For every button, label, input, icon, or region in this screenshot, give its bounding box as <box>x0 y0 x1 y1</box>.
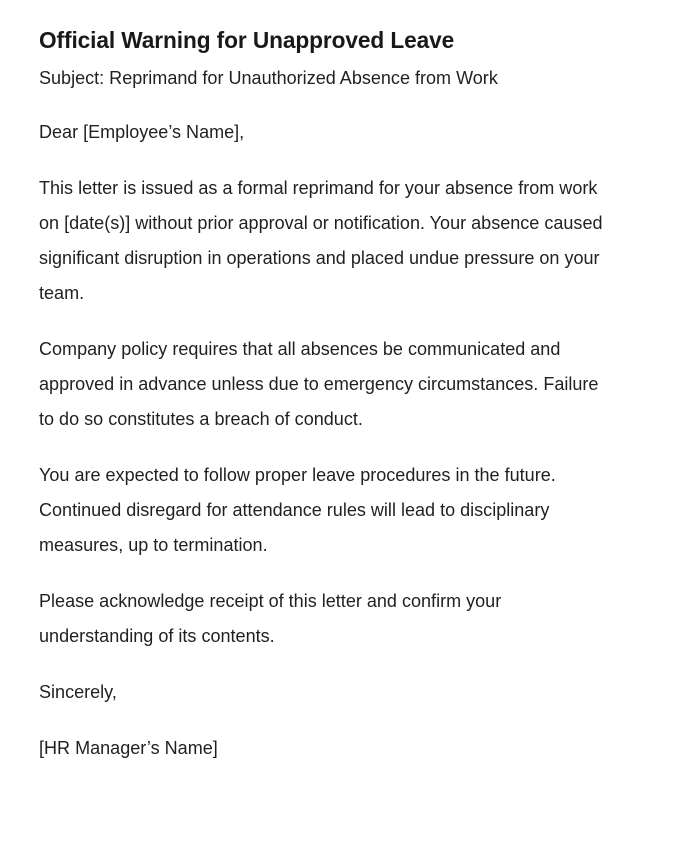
body-paragraph-2: Company policy requires that all absences be communicated and approved in advance unless due to emergency circumstances. Failure to do so constitutes a breach of conduct. <box>39 338 599 429</box>
body-paragraph-4: Please acknowledge receipt of this letter and confirm your understanding of its contents. <box>39 590 502 646</box>
warning-letter <box>39 0 627 765</box>
body-paragraph-3: You are expected to follow proper leave procedures in the future. Continued disregard for attendance rules will lead to disciplinary measures, up to termination. <box>39 464 556 555</box>
body-paragraph-1: This letter is issued as a formal reprimand for your absence from work on [date(s)] without prior approval or notification. Your absence caused significant disruption in operations and placed undue pressure on your team. <box>39 177 603 303</box>
subject-line: Subject: Reprimand for Unauthorized Absence from Work <box>39 67 498 88</box>
page-title: Official Warning for Unapproved Leave <box>39 27 455 53</box>
signature-block: [HR Manager’s Name] <box>39 737 218 758</box>
closing-salutation: Sincerely, <box>39 681 117 702</box>
salutation: Dear [Employee’s Name], <box>39 121 245 142</box>
